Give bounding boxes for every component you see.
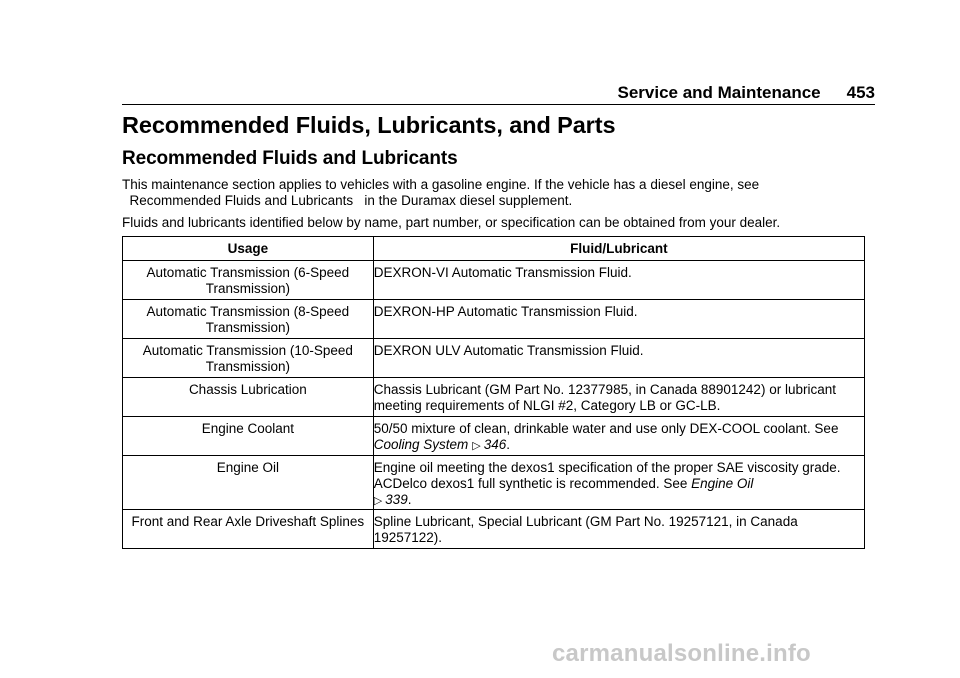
running-header [122, 84, 875, 102]
cross-reference-page[interactable]: 339 [385, 492, 408, 507]
usage-cell: Automatic Transmission (6-Speed Transmission) [123, 261, 374, 300]
table-row [123, 339, 865, 378]
usage-cell: Engine Coolant [123, 417, 374, 456]
table-row [123, 261, 865, 300]
fluid-cell [373, 417, 864, 456]
page-title: Recommended Fluids, Lubricants, and Parts [122, 112, 616, 138]
page-reference-arrow-icon: ▷ [472, 440, 481, 452]
header-rule [122, 104, 875, 105]
intro-cross-reference: Recommended Fluids and Lubricants in the Duramax diesel supplement. [122, 193, 573, 208]
section-subtitle: Recommended Fluids and Lubricants [122, 148, 458, 169]
cross-reference-page[interactable]: 346 [483, 437, 507, 452]
cross-reference-link[interactable]: Cooling System [373, 437, 469, 452]
usage-cell: Front and Rear Axle Driveshaft Splines [123, 510, 374, 549]
usage-column-header: Usage [123, 237, 374, 261]
intro-paragraph-line-2 [122, 193, 572, 209]
page-reference-arrow-icon: ▷ [373, 495, 383, 507]
fluid-cell: Spline Lubricant, Special Lubricant (GM Part No. 19257121, in Canada 19257122). [373, 510, 864, 549]
watermark-footer: carmanualsonline.info [552, 640, 811, 667]
fluids-table [122, 236, 865, 549]
fluid-cell: DEXRON-VI Automatic Transmission Fluid. [373, 261, 864, 300]
fluid-cell: DEXRON ULV Automatic Transmission Fluid. [373, 339, 864, 378]
usage-cell: Automatic Transmission (8-Speed Transmission) [123, 300, 374, 339]
dealer-note: Fluids and lubricants identified below by name, part number, or specification can be obtained from your dealer. [122, 215, 781, 230]
fluid-text: 50/50 mixture of clean, drinkable water and use only DEX-COOL coolant. See [373, 421, 839, 436]
fluid-cell: Chassis Lubricant (GM Part No. 12377985, in Canada 88901242) or lubricant meeting requirements of NLGI #2, Category LB or GC-LB. [373, 378, 864, 417]
table-row [123, 300, 865, 339]
fluid-column-header: Fluid/Lubricant [373, 237, 864, 261]
table-row [123, 456, 865, 510]
page-number: 453 [846, 83, 875, 102]
section-name: Service and Maintenance [617, 83, 821, 102]
table-row [123, 417, 865, 456]
table-header-row [123, 237, 865, 261]
fluid-cell [373, 456, 864, 510]
usage-cell: Engine Oil [123, 456, 374, 510]
table-row [123, 510, 865, 549]
usage-cell: Chassis Lubrication [123, 378, 374, 417]
fluid-text: Engine oil meeting the dexos1 specification of the proper SAE viscosity grade. ACDelco dexos1 full synthetic is recommended. See [373, 460, 841, 491]
sentence-end: . [506, 437, 511, 452]
table-row [123, 378, 865, 417]
fluid-cell: DEXRON-HP Automatic Transmission Fluid. [373, 300, 864, 339]
intro-paragraph-line-1: This maintenance section applies to vehicles with a gasoline engine. If the vehicle has a diesel engine, see [122, 177, 760, 192]
sentence-end: . [407, 492, 412, 507]
usage-cell: Automatic Transmission (10-Speed Transmission) [123, 339, 374, 378]
cross-reference-link[interactable]: Engine Oil [691, 476, 754, 491]
